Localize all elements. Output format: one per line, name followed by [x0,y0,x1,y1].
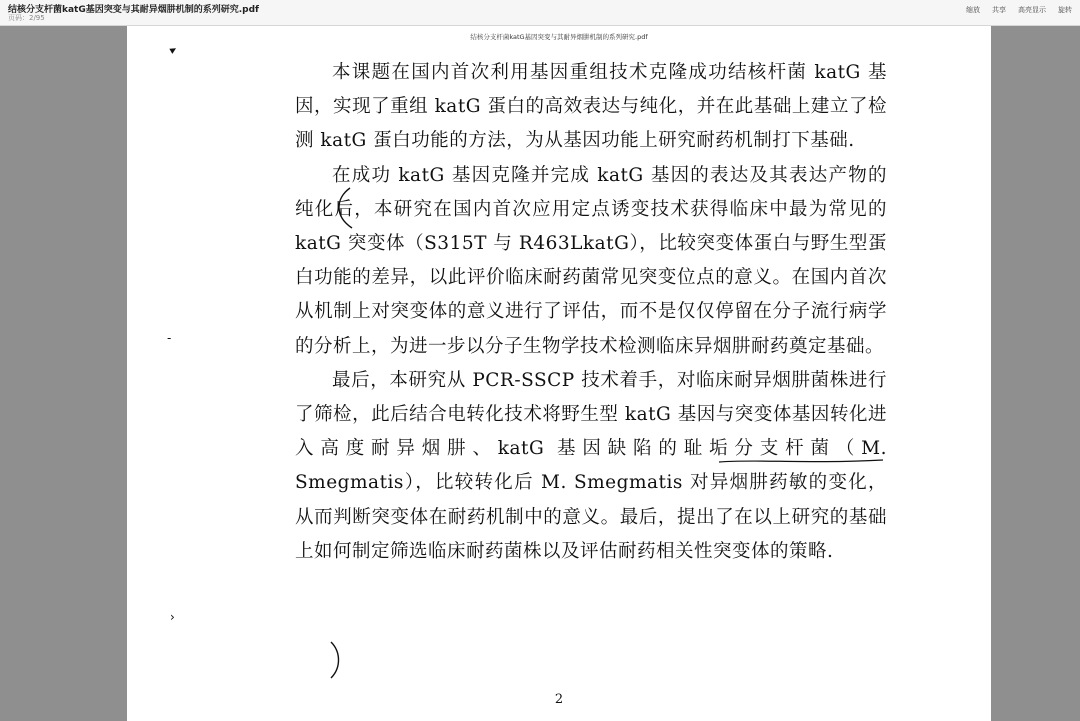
share-button[interactable]: 共享 [992,6,1006,14]
highlight-button[interactable]: 高亮显示 [1018,6,1046,14]
handwritten-bracket-close [327,640,345,680]
rotate-button[interactable]: 旋转 [1058,6,1072,14]
margin-mark: ▸ [166,41,180,57]
document-title: 结核分支杆菌katG基因突变与其耐异烟肼机制的系列研究.pdf [8,5,259,15]
paragraph-1: 本课题在国内首次利用基因重组技术克隆成功结核杆菌 katG 基因，实现了重组 katG 蛋白的高效表达与纯化，并在此基础上建立了检测 katG 蛋白功能的方法，为从基因功能上研究耐药机制打下基础. [295,62,887,152]
toolbar [966,5,1072,15]
page-indicator: 页码：2/95 [8,14,45,22]
pdf-page[interactable] [127,26,991,721]
page-number: 2 [554,692,564,707]
paragraph-2: 在成功 katG 基因克隆并完成 katG 基因的表达及其表达产物的纯化后，本研究在国内首次应用定点诱变技术获得临床中最为常见的 katG 突变体（S315T 与 R463LkatG），比较突变体蛋白与野生型蛋白功能的差异，以此评价临床耐药菌常见突变位点的意义。在国内首次从机制上对突变体的意义进行了评估，而不是仅仅停留在分子流行病学的分析上，为进一步以分子生物学技术检测临床异烟肼耐药奠定基础。 [295,164,887,357]
page-caption: 结核分支杆菌katG基因突变与其耐异烟肼机制的系列研究.pdf [470,33,648,41]
zoom-button[interactable]: 缩放 [966,6,980,14]
margin-mark: › [170,610,175,624]
page-body [295,56,887,569]
title-bar [0,0,1080,26]
margin-mark: ‑ [167,331,172,345]
paragraph-3: 最后，本研究从 PCR-SSCP 技术着手，对临床耐异烟肼菌株进行了筛检，此后结合电转化技术将野生型 katG 基因与突变体基因转化进入高度耐异烟肼、katG 基因缺陷的耻垢分支杆菌（M. Smegmatis），比较转化后 M. Smegmatis 对异烟肼药敏的变化，从而判断突变体在耐药机制中的意义。最后，提出了在以上研究的基础上如何制定筛选临床耐药菌株以及评估耐药相关性突变体的策略. [295,369,887,562]
